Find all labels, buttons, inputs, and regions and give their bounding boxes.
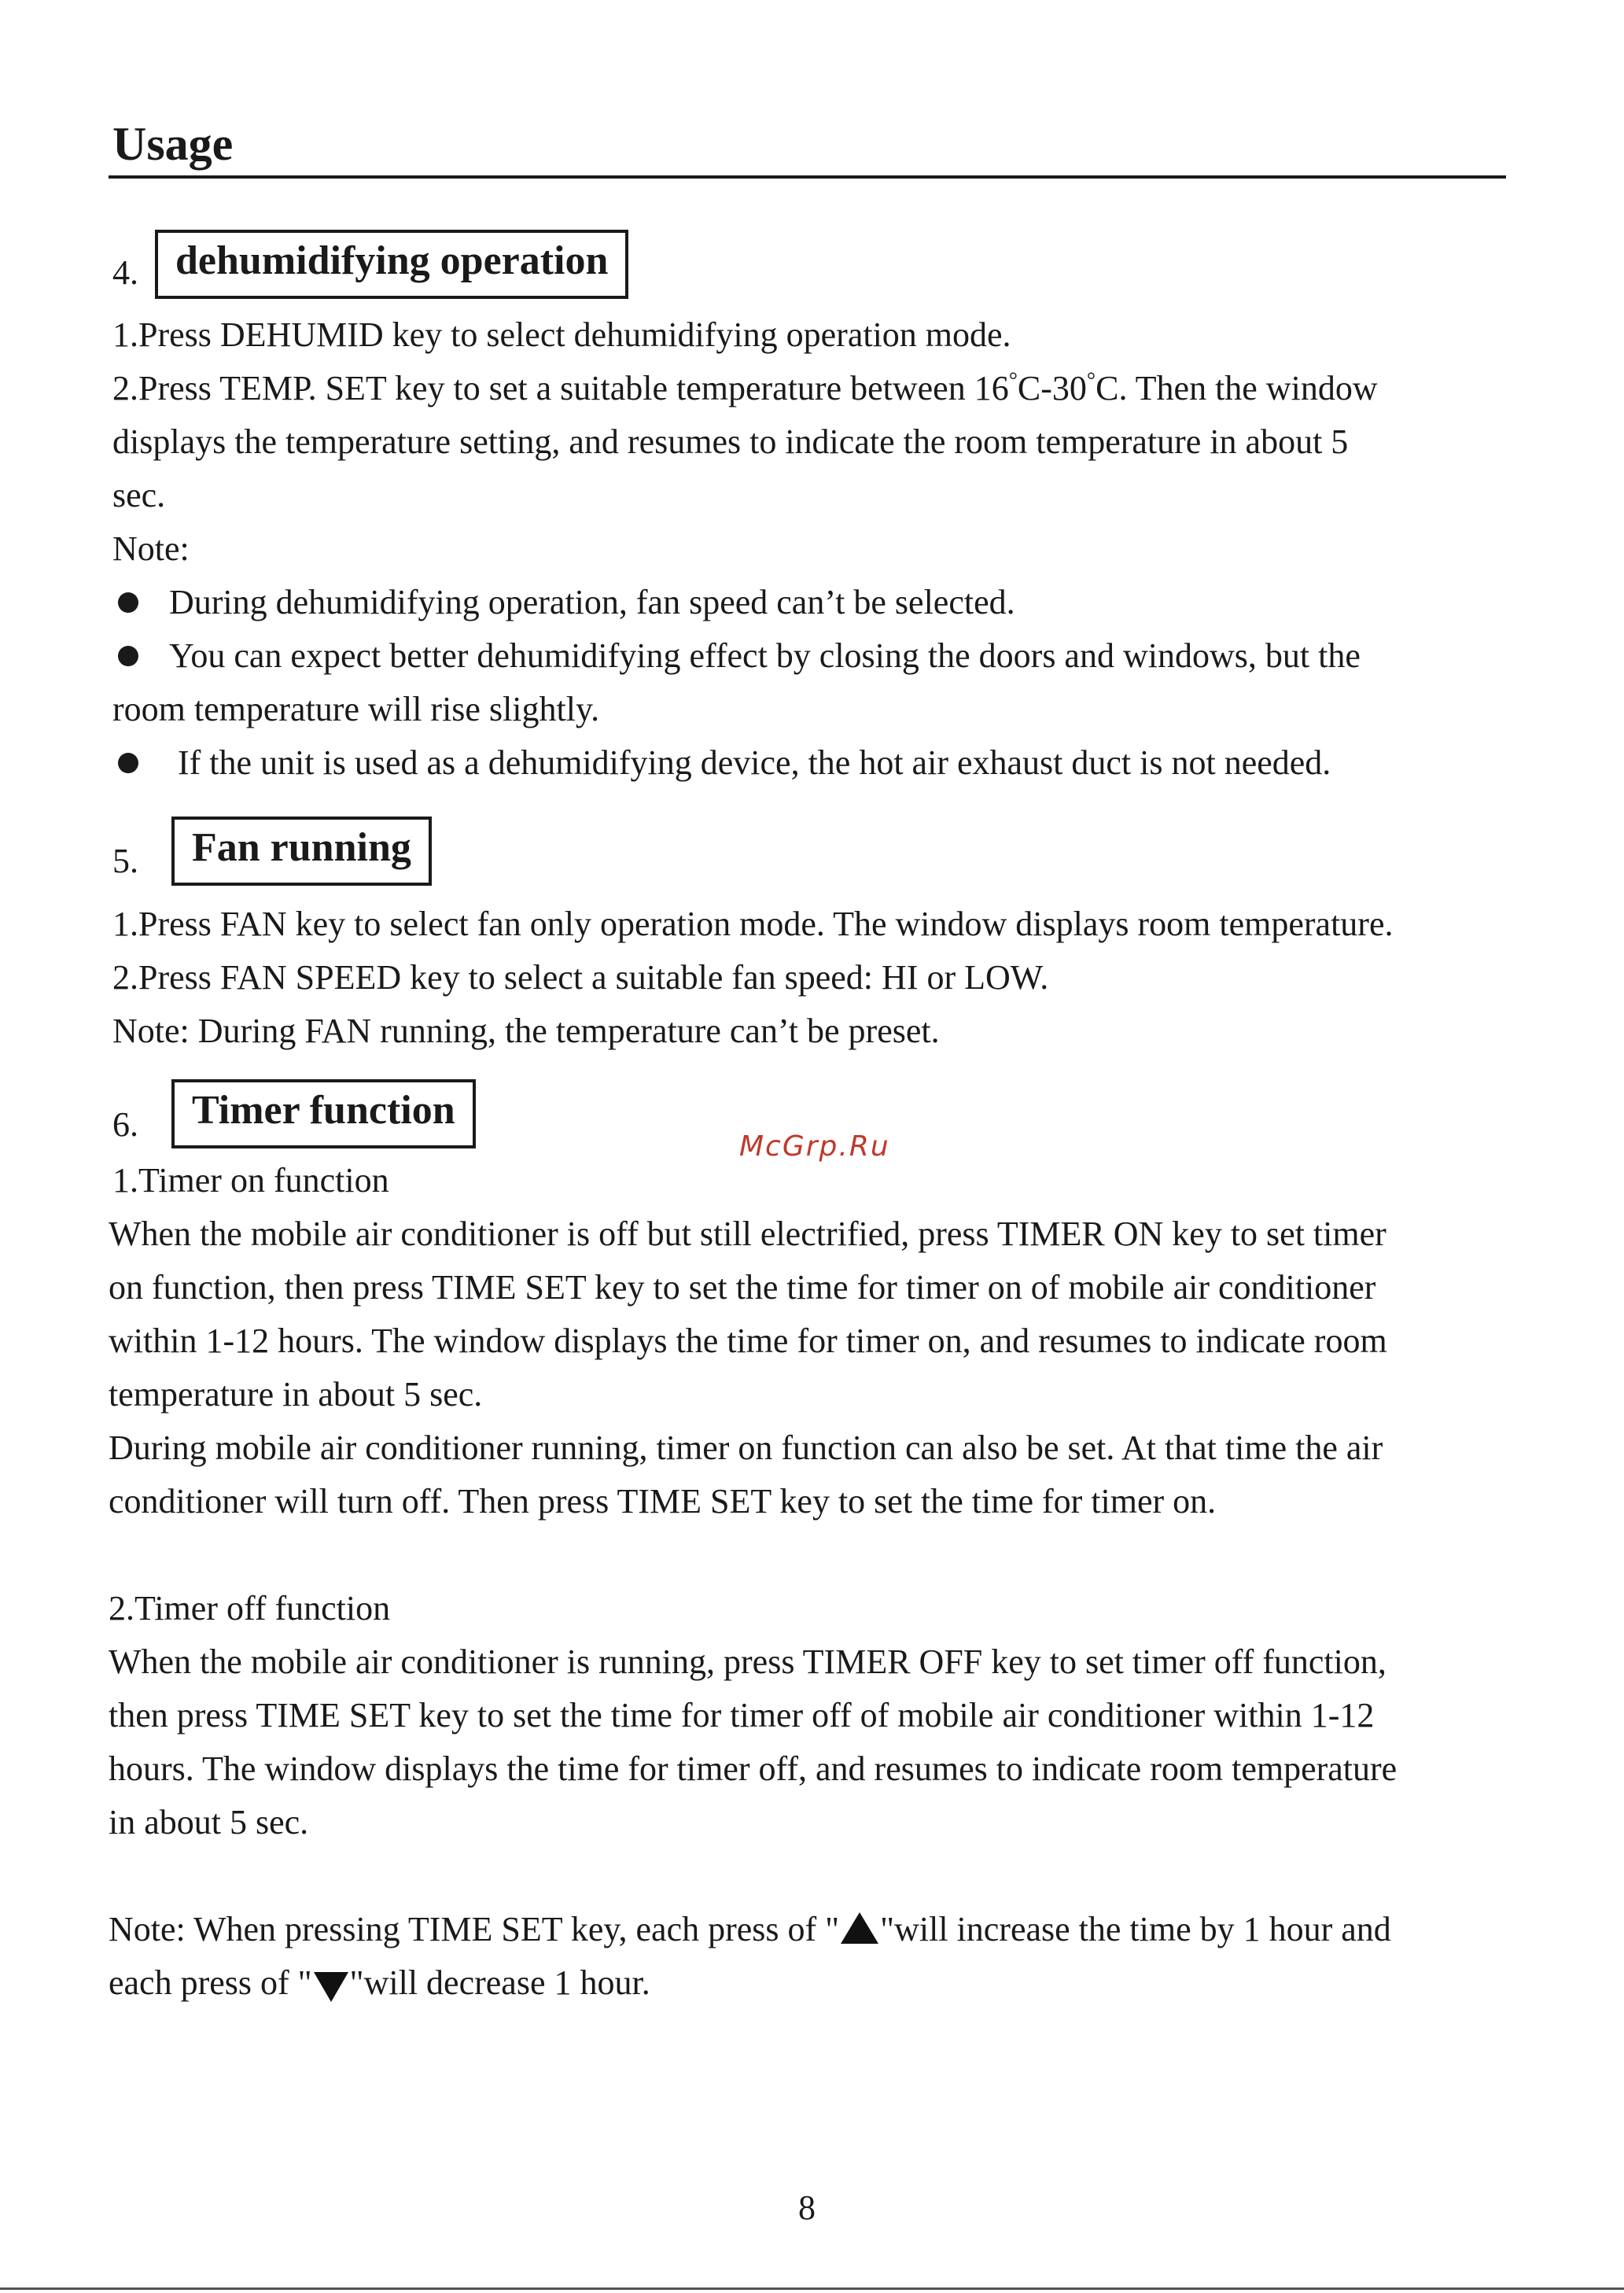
bullet-icon — [118, 646, 138, 666]
page-bottom-edge — [0, 2287, 1624, 2290]
s6-note-line-2-part-a: each press of " — [109, 1963, 312, 2002]
section-5-number: 5. — [112, 842, 138, 880]
s5-line-1: 1.Press FAN key to select fan only operation mode. The window displays room temperature. — [112, 905, 1394, 943]
s6-sub-2-line-1: When the mobile air conditioner is running, press TIMER OFF key to set timer off function, — [109, 1642, 1386, 1681]
s6-note-line-1 — [109, 1903, 1391, 1956]
page-title: Usage — [112, 118, 234, 170]
s5-note: Note: During FAN running, the temperature can’t be preset. — [112, 1012, 940, 1050]
watermark-text: McGrp.Ru — [739, 1130, 890, 1163]
s6-sub-2-line-4: in about 5 sec. — [109, 1803, 309, 1841]
triangle-down-icon — [314, 1972, 348, 2002]
bullet-icon — [118, 592, 138, 613]
degree-sign: ° — [1086, 368, 1096, 393]
s6-sub-1-title: 1.Timer on function — [112, 1161, 389, 1200]
s4-line-4: sec. — [112, 476, 166, 514]
s4-note-label: Note: — [112, 529, 190, 568]
page-number: 8 — [798, 2188, 816, 2227]
s4-bullet-1: During dehumidifying operation, fan speed can’t be selected. — [169, 583, 1015, 621]
section-5-heading: Fan running — [171, 817, 432, 886]
title-underline — [109, 175, 1506, 179]
s4-bullet-2-continuation: room temperature will rise slightly. — [112, 690, 600, 728]
s4-bullet-2: You can expect better dehumidifying effect by closing the doors and windows, but the — [169, 636, 1361, 675]
s6-sub-1-p1-line-2: on function, then press TIME SET key to set the time for timer on of mobile air conditioner — [109, 1268, 1376, 1307]
section-4-number: 4. — [112, 253, 138, 292]
s6-note-line-2 — [109, 1956, 650, 2010]
s4-line-2-part-b: C-30 — [1017, 369, 1087, 407]
section-6-number: 6. — [112, 1105, 138, 1144]
s4-bullet-3: If the unit is used as a dehumidifying device, the hot air exhaust duct is not needed. — [178, 743, 1331, 782]
s6-sub-1-p1-line-3: within 1-12 hours. The window displays the time for timer on, and resumes to indicate room — [109, 1322, 1387, 1360]
s4-line-2-part-c: C. Then the window — [1096, 369, 1378, 407]
s6-note-line-1-part-a: Note: When pressing TIME SET key, each press of " — [109, 1910, 840, 1948]
s4-line-1: 1.Press DEHUMID key to select dehumidifying operation mode. — [112, 315, 1011, 354]
degree-sign: ° — [1008, 368, 1018, 393]
bullet-icon — [118, 753, 138, 773]
s6-sub-1-p1-line-4: temperature in about 5 sec. — [109, 1375, 483, 1414]
s6-sub-1-p2-line-1: During mobile air conditioner running, timer on function can also be set. At that time the air — [109, 1429, 1383, 1467]
triangle-up-icon — [841, 1912, 878, 1944]
s6-sub-2-line-2: then press TIME SET key to set the time for timer off of mobile air conditioner within 1-12 — [109, 1696, 1375, 1734]
section-6-heading: Timer function — [171, 1079, 476, 1148]
s4-line-2-part-a: 2.Press TEMP. SET key to set a suitable temperature between 16 — [112, 369, 1009, 407]
s5-line-2: 2.Press FAN SPEED key to select a suitable fan speed: HI or LOW. — [112, 958, 1049, 997]
s6-sub-1-p1-line-1: When the mobile air conditioner is off but still electrified, press TIMER ON key to set timer — [109, 1215, 1386, 1253]
s6-sub-2-line-3: hours. The window displays the time for timer off, and resumes to indicate room temperature — [109, 1749, 1398, 1788]
s6-sub-1-p2-line-2: conditioner will turn off. Then press TIME SET key to set the time for timer on. — [109, 1482, 1217, 1521]
s4-line-2 — [112, 362, 1378, 415]
s6-note-line-1-part-b: "will increase the time by 1 hour and — [880, 1910, 1391, 1948]
s4-line-3: displays the temperature setting, and resumes to indicate the room temperature in about 5 — [112, 422, 1349, 461]
s6-sub-2-title: 2.Timer off function — [109, 1589, 391, 1628]
s6-note-line-2-part-b: "will decrease 1 hour. — [349, 1963, 650, 2002]
section-4-heading: dehumidifying operation — [155, 230, 628, 299]
